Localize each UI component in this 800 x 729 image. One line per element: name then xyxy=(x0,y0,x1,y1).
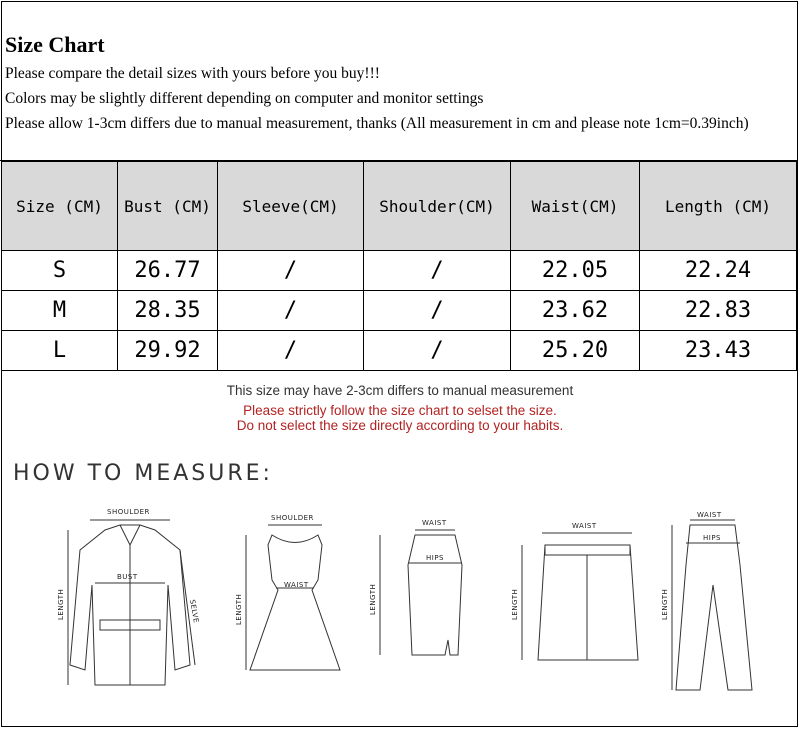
button-skirt-length-label: LENGTH xyxy=(511,588,519,620)
note-follow-chart: Please strictly follow the size chart to selset the size. xyxy=(243,403,557,418)
skirt-outline xyxy=(408,535,462,655)
cell-shoulder: / xyxy=(364,251,511,291)
dress-waist-label: WAIST xyxy=(284,581,309,589)
button-skirt-band xyxy=(545,545,630,555)
table-row xyxy=(2,291,797,331)
jacket-collar xyxy=(120,525,140,545)
info-line-compare: Please compare the detail sizes with yours before you buy!!! xyxy=(5,65,380,82)
page-title: Size Chart xyxy=(5,32,105,57)
button-skirt-outline xyxy=(538,545,638,660)
cell-bust: 28.35 xyxy=(118,291,218,331)
dress-length-label: LENGTH xyxy=(235,593,243,625)
jacket-shoulder-label: SHOULDER xyxy=(107,508,150,516)
pants-illustration xyxy=(661,511,752,690)
col-header-length: Length (CM) xyxy=(640,162,797,251)
cell-size: M xyxy=(2,291,118,331)
skirt-length-label: LENGTH xyxy=(369,583,377,615)
cell-shoulder: / xyxy=(364,291,511,331)
pants-waist-label: WAIST xyxy=(697,511,722,519)
cell-bust: 29.92 xyxy=(118,331,218,371)
pants-length-label: LENGTH xyxy=(661,588,669,620)
skirt-hips-label: HIPS xyxy=(426,554,444,562)
dress-illustration xyxy=(235,514,340,670)
cell-sleeve: / xyxy=(218,291,364,331)
cell-size: L xyxy=(2,331,118,371)
skirt-waist-label: WAIST xyxy=(422,519,447,527)
table-row xyxy=(2,251,797,291)
measurement-illustrations xyxy=(0,495,800,725)
button-skirt-illustration xyxy=(511,522,638,660)
table-header-row xyxy=(2,162,797,251)
cell-size: S xyxy=(2,251,118,291)
note-differs: This size may have 2-3cm differs to manual measurement xyxy=(226,383,574,398)
cell-length: 23.43 xyxy=(640,331,797,371)
info-line-colors: Colors may be slightly different depending on computer and monitor settings xyxy=(5,90,484,107)
pants-hips-label: HIPS xyxy=(703,534,721,542)
info-line-measurement: Please allow 1-3cm differs due to manual measurement, thanks (All measurement in cm and please note 1cm=0.39inch) xyxy=(5,115,749,132)
dress-outline xyxy=(250,535,340,670)
cell-waist: 25.20 xyxy=(511,331,640,371)
cell-shoulder: / xyxy=(364,331,511,371)
size-table xyxy=(1,161,797,371)
jacket-illustration xyxy=(57,508,200,685)
pants-outline xyxy=(676,525,752,690)
how-to-measure-title: HOW TO MEASURE: xyxy=(13,461,273,486)
cell-length: 22.83 xyxy=(640,291,797,331)
button-skirt-waist-label: WAIST xyxy=(572,522,597,530)
skirt-illustration xyxy=(369,519,462,655)
cell-bust: 26.77 xyxy=(118,251,218,291)
cell-sleeve: / xyxy=(218,251,364,291)
cell-waist: 22.05 xyxy=(511,251,640,291)
col-header-sleeve: Sleeve(CM) xyxy=(218,162,364,251)
size-chart-header xyxy=(0,0,798,161)
cell-waist: 23.62 xyxy=(511,291,640,331)
cell-length: 22.24 xyxy=(640,251,797,291)
col-header-bust: Bust (CM) xyxy=(118,162,218,251)
jacket-length-label: LENGTH xyxy=(57,588,65,620)
col-header-waist: Waist(CM) xyxy=(511,162,640,251)
note-habits: Do not select the size directly according to your habits. xyxy=(236,418,564,433)
cell-sleeve: / xyxy=(218,331,364,371)
jacket-bust-label: BUST xyxy=(117,573,138,581)
col-header-size: Size (CM) xyxy=(2,162,118,251)
jacket-selve-label: SELVE xyxy=(188,598,201,624)
col-header-shoulder: Shoulder(CM) xyxy=(364,162,511,251)
table-row xyxy=(2,331,797,371)
dress-shoulder-label: SHOULDER xyxy=(271,514,314,522)
